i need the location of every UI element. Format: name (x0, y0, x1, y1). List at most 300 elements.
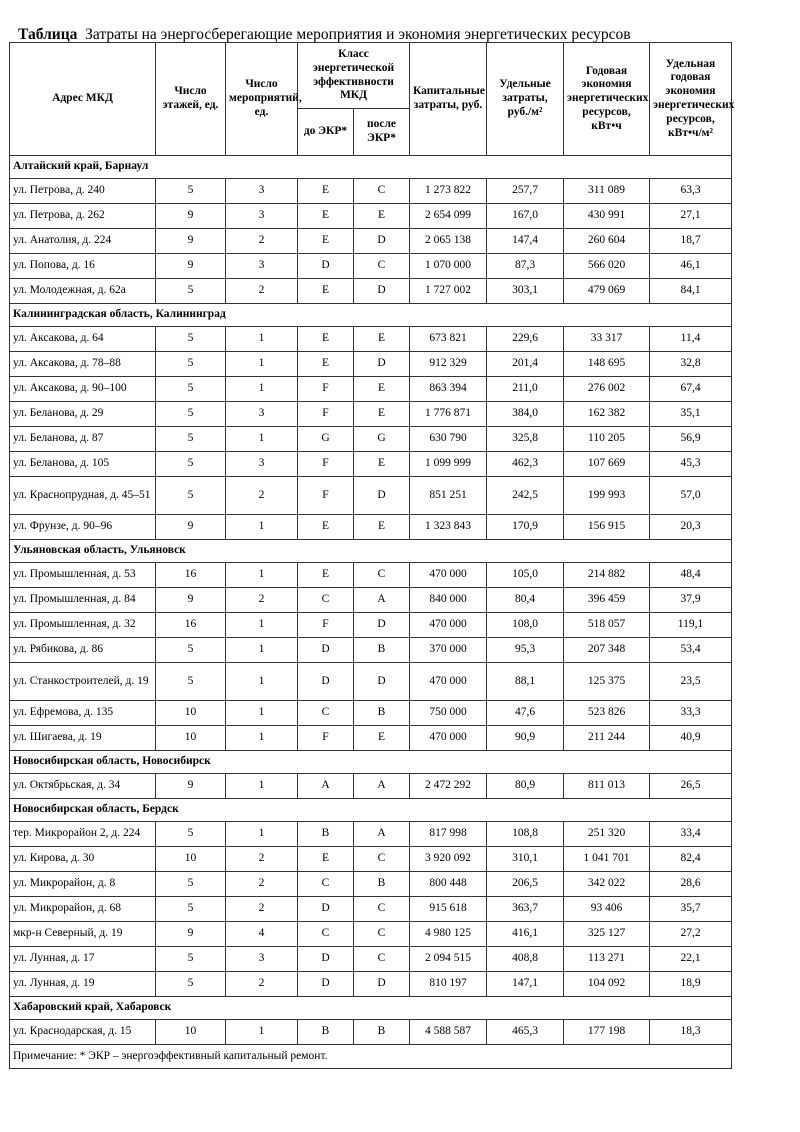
region-row (10, 304, 732, 327)
cell-capex: 2 654 099 (410, 204, 487, 229)
cell-measures: 2 (226, 477, 298, 515)
cell-address: ул. Аксакова, д. 90–100 (10, 377, 156, 402)
cell-class-after: C (354, 254, 410, 279)
cell-class-after: E (354, 402, 410, 427)
table-row (10, 588, 732, 613)
cell-specific-savings: 84,1 (650, 279, 732, 304)
cell-capex: 630 790 (410, 427, 487, 452)
cell-class-after: E (354, 377, 410, 402)
cell-floors: 5 (156, 402, 226, 427)
cell-capex: 2 065 138 (410, 229, 487, 254)
cell-measures: 3 (226, 254, 298, 279)
cell-capex: 800 448 (410, 872, 487, 897)
table-row (10, 279, 732, 304)
cell-measures: 1 (226, 663, 298, 701)
cell-unit-cost: 325,8 (487, 427, 564, 452)
cell-capex: 851 251 (410, 477, 487, 515)
cell-class-after: B (354, 638, 410, 663)
cell-class-after: B (354, 1020, 410, 1045)
cell-address: ул. Аксакова, д. 78–88 (10, 352, 156, 377)
cell-specific-savings: 37,9 (650, 588, 732, 613)
cell-measures: 1 (226, 427, 298, 452)
table-row (10, 377, 732, 402)
cell-address: ул. Ефремова, д. 135 (10, 701, 156, 726)
table-row (10, 774, 732, 799)
region-heading: Алтайский край, Барнаул (10, 156, 732, 179)
cell-annual-savings: 177 198 (564, 1020, 650, 1045)
cell-unit-cost: 105,0 (487, 563, 564, 588)
cell-class-before: E (298, 352, 354, 377)
cell-specific-savings: 18,3 (650, 1020, 732, 1045)
cell-unit-cost: 80,4 (487, 588, 564, 613)
cell-unit-cost: 108,0 (487, 613, 564, 638)
cell-address: ул. Петрова, д. 262 (10, 204, 156, 229)
cell-floors: 5 (156, 638, 226, 663)
cell-annual-savings: 93 406 (564, 897, 650, 922)
cell-class-before: C (298, 588, 354, 613)
cell-floors: 5 (156, 427, 226, 452)
cell-measures: 2 (226, 972, 298, 997)
region-heading: Новосибирская область, Новосибирск (10, 751, 732, 774)
cell-measures: 1 (226, 515, 298, 540)
cell-floors: 10 (156, 726, 226, 751)
cell-floors: 5 (156, 822, 226, 847)
cell-specific-savings: 63,3 (650, 179, 732, 204)
cell-annual-savings: 156 915 (564, 515, 650, 540)
cell-class-before: E (298, 179, 354, 204)
cell-specific-savings: 53,4 (650, 638, 732, 663)
region-heading: Ульяновская область, Ульяновск (10, 540, 732, 563)
table-row (10, 1020, 732, 1045)
cell-unit-cost: 416,1 (487, 922, 564, 947)
cell-class-after: E (354, 515, 410, 540)
cell-class-before: E (298, 515, 354, 540)
region-heading: Калининградская область, Калининград (10, 304, 732, 327)
cell-class-before: E (298, 229, 354, 254)
cell-annual-savings: 125 375 (564, 663, 650, 701)
cell-class-after: C (354, 922, 410, 947)
cell-measures: 2 (226, 279, 298, 304)
cell-specific-savings: 56,9 (650, 427, 732, 452)
cell-address: тер. Микрорайон 2, д. 224 (10, 822, 156, 847)
cell-class-after: D (354, 477, 410, 515)
cell-unit-cost: 211,0 (487, 377, 564, 402)
cell-floors: 9 (156, 254, 226, 279)
cell-address: ул. Краснодарская, д. 15 (10, 1020, 156, 1045)
cell-floors: 5 (156, 352, 226, 377)
table-row (10, 427, 732, 452)
cell-measures: 3 (226, 452, 298, 477)
cell-annual-savings: 342 022 (564, 872, 650, 897)
cell-measures: 1 (226, 327, 298, 352)
table-row (10, 726, 732, 751)
table-row (10, 402, 732, 427)
cell-capex: 470 000 (410, 726, 487, 751)
cell-floors: 9 (156, 204, 226, 229)
cell-specific-savings: 27,2 (650, 922, 732, 947)
cell-floors: 5 (156, 663, 226, 701)
table-row (10, 477, 732, 515)
cell-unit-cost: 90,9 (487, 726, 564, 751)
cell-address: ул. Анатолия, д. 224 (10, 229, 156, 254)
cell-class-before: F (298, 613, 354, 638)
cell-class-after: B (354, 701, 410, 726)
cell-capex: 370 000 (410, 638, 487, 663)
cell-specific-savings: 67,4 (650, 377, 732, 402)
cell-unit-cost: 310,1 (487, 847, 564, 872)
cell-address: ул. Молодежная, д. 62а (10, 279, 156, 304)
cell-address: ул. Микрорайон, д. 68 (10, 897, 156, 922)
cell-specific-savings: 35,1 (650, 402, 732, 427)
table-body (10, 156, 732, 1045)
cell-unit-cost: 303,1 (487, 279, 564, 304)
cell-annual-savings: 110 205 (564, 427, 650, 452)
cell-address: ул. Попова, д. 16 (10, 254, 156, 279)
cell-capex: 673 821 (410, 327, 487, 352)
table-title-lead: Таблица (18, 26, 78, 43)
cell-specific-savings: 33,3 (650, 701, 732, 726)
cell-address: ул. Беланова, д. 105 (10, 452, 156, 477)
cell-measures: 3 (226, 947, 298, 972)
cell-annual-savings: 199 993 (564, 477, 650, 515)
region-row (10, 540, 732, 563)
cell-annual-savings: 811 013 (564, 774, 650, 799)
cell-capex: 1 070 000 (410, 254, 487, 279)
cell-measures: 2 (226, 897, 298, 922)
cell-capex: 810 197 (410, 972, 487, 997)
cell-specific-savings: 45,3 (650, 452, 732, 477)
header-class-before: до ЭКР* (298, 109, 354, 156)
cell-class-before: C (298, 922, 354, 947)
cell-measures: 1 (226, 613, 298, 638)
cell-class-before: D (298, 638, 354, 663)
table-row (10, 229, 732, 254)
cell-specific-savings: 27,1 (650, 204, 732, 229)
cell-measures: 1 (226, 563, 298, 588)
cell-floors: 5 (156, 377, 226, 402)
cell-class-after: E (354, 452, 410, 477)
cell-class-after: A (354, 822, 410, 847)
table-row (10, 613, 732, 638)
cell-class-before: E (298, 204, 354, 229)
cell-specific-savings: 23,5 (650, 663, 732, 701)
header-annual-savings: Годовая экономия энергетических ресурсов, кВт•ч (564, 43, 650, 156)
cell-capex: 470 000 (410, 663, 487, 701)
cell-address: ул. Кирова, д. 30 (10, 847, 156, 872)
cell-unit-cost: 229,6 (487, 327, 564, 352)
table-row (10, 204, 732, 229)
cell-unit-cost: 147,1 (487, 972, 564, 997)
cell-class-before: D (298, 947, 354, 972)
cell-measures: 2 (226, 588, 298, 613)
cell-annual-savings: 396 459 (564, 588, 650, 613)
cell-floors: 9 (156, 774, 226, 799)
cell-unit-cost: 147,4 (487, 229, 564, 254)
table-row (10, 179, 732, 204)
cell-specific-savings: 82,4 (650, 847, 732, 872)
cell-measures: 2 (226, 847, 298, 872)
cell-measures: 1 (226, 1020, 298, 1045)
cell-measures: 1 (226, 352, 298, 377)
cell-annual-savings: 148 695 (564, 352, 650, 377)
cell-class-after: D (354, 972, 410, 997)
region-row (10, 156, 732, 179)
cell-measures: 1 (226, 774, 298, 799)
cell-unit-cost: 108,8 (487, 822, 564, 847)
table-row (10, 327, 732, 352)
table-row (10, 563, 732, 588)
cell-capex: 1 099 999 (410, 452, 487, 477)
cell-class-before: A (298, 774, 354, 799)
header-class-after: после ЭКР* (354, 109, 410, 156)
cell-class-before: D (298, 663, 354, 701)
cell-address: ул. Фрунзе, д. 90–96 (10, 515, 156, 540)
cell-measures: 3 (226, 204, 298, 229)
cell-class-before: E (298, 563, 354, 588)
cell-class-before: F (298, 726, 354, 751)
table-row (10, 872, 732, 897)
header-address: Адрес МКД (10, 43, 156, 156)
cell-class-after: B (354, 872, 410, 897)
table-row (10, 638, 732, 663)
cell-floors: 9 (156, 588, 226, 613)
cell-unit-cost: 201,4 (487, 352, 564, 377)
cell-address: ул. Лунная, д. 19 (10, 972, 156, 997)
cell-specific-savings: 20,3 (650, 515, 732, 540)
region-heading: Новосибирская область, Бердск (10, 799, 732, 822)
cell-capex: 750 000 (410, 701, 487, 726)
cell-capex: 1 273 822 (410, 179, 487, 204)
cell-specific-savings: 18,7 (650, 229, 732, 254)
cell-capex: 817 998 (410, 822, 487, 847)
table-row (10, 897, 732, 922)
cell-measures: 1 (226, 701, 298, 726)
cell-annual-savings: 162 382 (564, 402, 650, 427)
cell-class-after: D (354, 613, 410, 638)
cell-specific-savings: 18,9 (650, 972, 732, 997)
cell-annual-savings: 113 271 (564, 947, 650, 972)
cell-capex: 2 472 292 (410, 774, 487, 799)
cell-class-before: F (298, 477, 354, 515)
cell-address: ул. Рябикова, д. 86 (10, 638, 156, 663)
cell-address: ул. Промышленная, д. 84 (10, 588, 156, 613)
header-specific-savings: Удельная годовая экономия энергетических ресурсов, кВт•ч/м² (650, 43, 732, 156)
table-row (10, 254, 732, 279)
cell-specific-savings: 32,8 (650, 352, 732, 377)
cell-annual-savings: 214 882 (564, 563, 650, 588)
cell-floors: 5 (156, 477, 226, 515)
cell-specific-savings: 40,9 (650, 726, 732, 751)
cell-class-after: C (354, 563, 410, 588)
cell-annual-savings: 1 041 701 (564, 847, 650, 872)
cell-address: ул. Станкостроителей, д. 19 (10, 663, 156, 701)
cell-measures: 3 (226, 179, 298, 204)
cell-unit-cost: 465,3 (487, 1020, 564, 1045)
cell-address: ул. Шигаева, д. 19 (10, 726, 156, 751)
cell-capex: 840 000 (410, 588, 487, 613)
cell-unit-cost: 363,7 (487, 897, 564, 922)
cell-capex: 470 000 (410, 613, 487, 638)
cell-annual-savings: 566 020 (564, 254, 650, 279)
cell-class-before: E (298, 847, 354, 872)
cell-annual-savings: 325 127 (564, 922, 650, 947)
cell-class-after: C (354, 847, 410, 872)
table-row (10, 972, 732, 997)
cell-address: ул. Октябрьская, д. 34 (10, 774, 156, 799)
cell-class-before: G (298, 427, 354, 452)
table-footnote: Примечание: * ЭКР – энергоэффективный капитальный ремонт. (10, 1045, 732, 1069)
cell-address: ул. Беланова, д. 87 (10, 427, 156, 452)
cell-class-after: D (354, 663, 410, 701)
cell-annual-savings: 276 002 (564, 377, 650, 402)
cell-specific-savings: 22,1 (650, 947, 732, 972)
cell-annual-savings: 251 320 (564, 822, 650, 847)
cell-floors: 5 (156, 872, 226, 897)
cell-class-after: A (354, 774, 410, 799)
cell-unit-cost: 462,3 (487, 452, 564, 477)
cell-class-after: C (354, 179, 410, 204)
header-measures: Число мероприятий, ед. (226, 43, 298, 156)
cell-floors: 16 (156, 613, 226, 638)
table-row (10, 847, 732, 872)
cell-class-before: D (298, 972, 354, 997)
cell-specific-savings: 57,0 (650, 477, 732, 515)
cell-capex: 1 727 002 (410, 279, 487, 304)
table-row (10, 515, 732, 540)
cell-class-before: B (298, 1020, 354, 1045)
table-row (10, 352, 732, 377)
cell-class-after: E (354, 204, 410, 229)
cell-class-before: C (298, 701, 354, 726)
cell-unit-cost: 170,9 (487, 515, 564, 540)
cell-measures: 4 (226, 922, 298, 947)
cell-annual-savings: 479 069 (564, 279, 650, 304)
cell-class-before: B (298, 822, 354, 847)
cell-floors: 9 (156, 229, 226, 254)
cell-class-after: C (354, 897, 410, 922)
cell-annual-savings: 207 348 (564, 638, 650, 663)
cell-annual-savings: 523 826 (564, 701, 650, 726)
cell-class-after: D (354, 229, 410, 254)
cell-floors: 9 (156, 922, 226, 947)
cell-address: ул. Промышленная, д. 53 (10, 563, 156, 588)
cell-capex: 1 776 871 (410, 402, 487, 427)
cell-class-after: G (354, 427, 410, 452)
cell-address: ул. Краснопрудная, д. 45–51 (10, 477, 156, 515)
cell-floors: 5 (156, 972, 226, 997)
cell-specific-savings: 46,1 (650, 254, 732, 279)
cell-specific-savings: 48,4 (650, 563, 732, 588)
cell-unit-cost: 80,9 (487, 774, 564, 799)
cell-address: ул. Петрова, д. 240 (10, 179, 156, 204)
cell-unit-cost: 47,6 (487, 701, 564, 726)
cell-measures: 1 (226, 726, 298, 751)
table-row (10, 701, 732, 726)
cell-floors: 5 (156, 452, 226, 477)
header-unit-cost: Удельные затраты, руб./м² (487, 43, 564, 156)
cell-floors: 5 (156, 179, 226, 204)
cell-class-before: F (298, 452, 354, 477)
cell-unit-cost: 206,5 (487, 872, 564, 897)
cell-floors: 5 (156, 327, 226, 352)
cell-unit-cost: 408,8 (487, 947, 564, 972)
cell-unit-cost: 384,0 (487, 402, 564, 427)
cell-class-before: E (298, 279, 354, 304)
cell-capex: 915 618 (410, 897, 487, 922)
cell-measures: 1 (226, 638, 298, 663)
cell-address: мкр-н Северный, д. 19 (10, 922, 156, 947)
cell-capex: 4 588 587 (410, 1020, 487, 1045)
cell-class-before: F (298, 377, 354, 402)
cell-specific-savings: 11,4 (650, 327, 732, 352)
cell-class-after: D (354, 352, 410, 377)
cell-specific-savings: 119,1 (650, 613, 732, 638)
cell-floors: 5 (156, 279, 226, 304)
region-row (10, 799, 732, 822)
cell-class-after: A (354, 588, 410, 613)
cell-capex: 4 980 125 (410, 922, 487, 947)
cell-specific-savings: 26,5 (650, 774, 732, 799)
header-capex: Капитальные затраты, руб. (410, 43, 487, 156)
table-row (10, 822, 732, 847)
cell-floors: 10 (156, 1020, 226, 1045)
cell-capex: 2 094 515 (410, 947, 487, 972)
cell-address: ул. Беланова, д. 29 (10, 402, 156, 427)
cell-measures: 2 (226, 229, 298, 254)
cell-class-before: D (298, 254, 354, 279)
table-row (10, 922, 732, 947)
cell-measures: 1 (226, 822, 298, 847)
cell-measures: 3 (226, 402, 298, 427)
table-row (10, 947, 732, 972)
region-heading: Хабаровский край, Хабаровск (10, 997, 732, 1020)
cell-specific-savings: 28,6 (650, 872, 732, 897)
cell-class-after: E (354, 327, 410, 352)
cell-address: ул. Лунная, д. 17 (10, 947, 156, 972)
cell-floors: 10 (156, 847, 226, 872)
cell-capex: 470 000 (410, 563, 487, 588)
energy-savings-table (9, 42, 735, 1069)
cell-class-before: F (298, 402, 354, 427)
table-title-text: Затраты на энергосберегающие мероприятия и экономия энергетических ресурсов (85, 26, 631, 43)
header-floors: Число этажей, ед. (156, 43, 226, 156)
region-row (10, 997, 732, 1020)
table-row (10, 663, 732, 701)
cell-address: ул. Промышленная, д. 32 (10, 613, 156, 638)
cell-unit-cost: 88,1 (487, 663, 564, 701)
cell-capex: 1 323 843 (410, 515, 487, 540)
cell-unit-cost: 257,7 (487, 179, 564, 204)
cell-annual-savings: 107 669 (564, 452, 650, 477)
cell-class-after: E (354, 726, 410, 751)
cell-address: ул. Аксакова, д. 64 (10, 327, 156, 352)
cell-class-after: C (354, 947, 410, 972)
header-class-group: Класс энергетической эффективности МКД (298, 43, 410, 109)
cell-annual-savings: 211 244 (564, 726, 650, 751)
cell-floors: 5 (156, 947, 226, 972)
cell-annual-savings: 430 991 (564, 204, 650, 229)
cell-class-before: D (298, 897, 354, 922)
cell-unit-cost: 242,5 (487, 477, 564, 515)
cell-capex: 3 920 092 (410, 847, 487, 872)
cell-class-after: D (354, 279, 410, 304)
cell-class-before: C (298, 872, 354, 897)
cell-floors: 5 (156, 897, 226, 922)
cell-annual-savings: 33 317 (564, 327, 650, 352)
cell-annual-savings: 518 057 (564, 613, 650, 638)
cell-capex: 912 329 (410, 352, 487, 377)
cell-annual-savings: 104 092 (564, 972, 650, 997)
